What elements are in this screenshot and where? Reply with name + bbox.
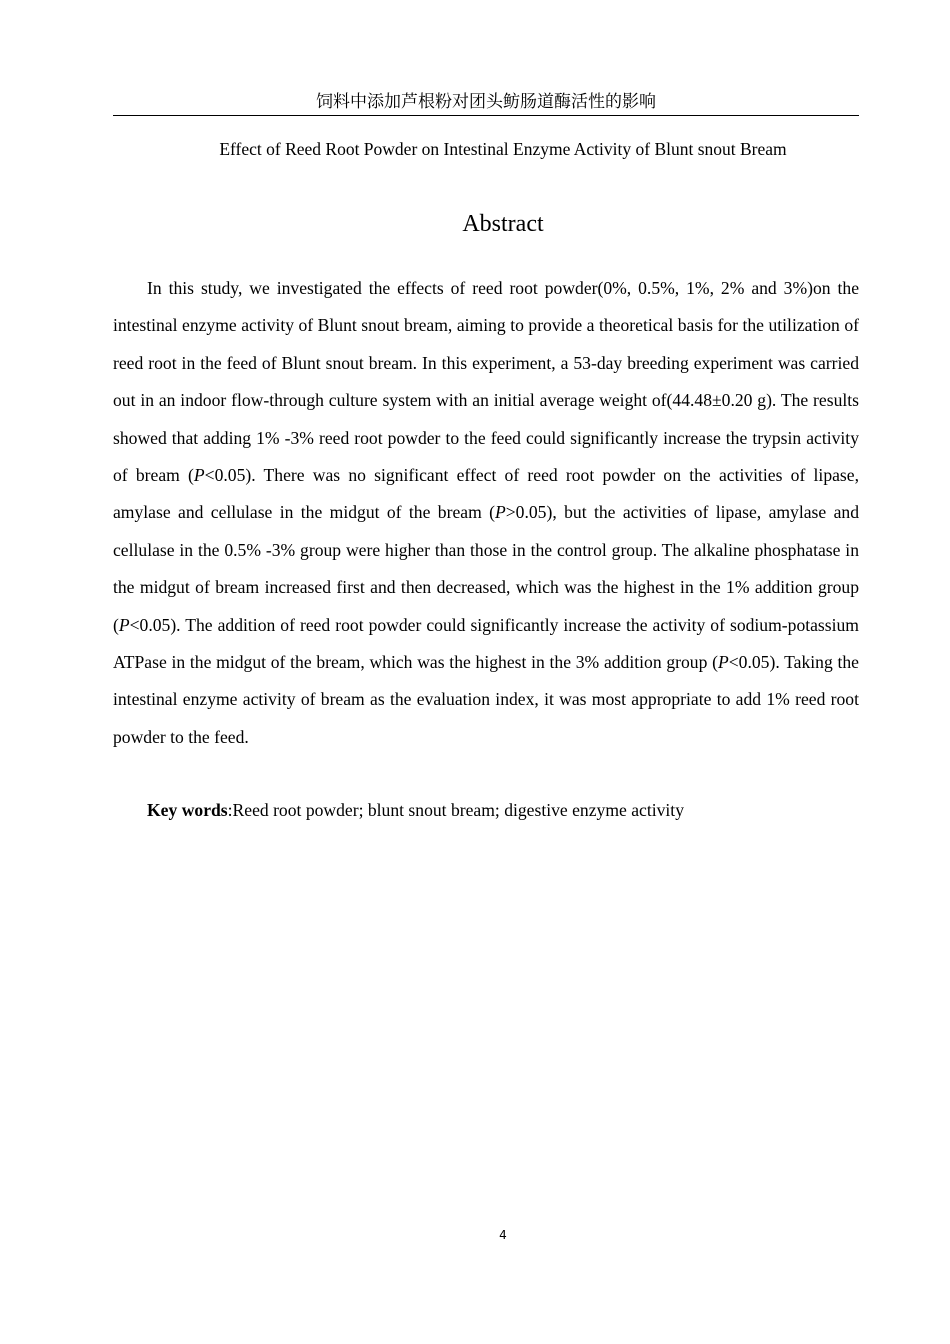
page-number: 4 <box>499 1228 507 1242</box>
p-value-symbol: P <box>193 465 205 486</box>
abstract-text: <0.05). The addition of reed root powder could significantly increase the activity of sodium-potassium ATPase in the midgut of the bream, which was the highest in the 3% addition group ( <box>113 614 859 673</box>
p-value-symbol: P <box>718 652 729 673</box>
abstract-text: <0.05). Taking the intestinal enzyme activity of bream as the evaluation index, it was most appropriate to add 1% reed root powder to the feed. <box>113 652 859 747</box>
abstract-heading: Abstract <box>462 211 544 237</box>
abstract-text: <0.05). There was no significant effect of reed root powder on the activities of lipase, amylase and cellulase in the midgut of the bream ( <box>113 465 859 523</box>
p-value-symbol: P <box>118 614 130 635</box>
keywords-line <box>113 792 859 829</box>
keywords-label: Key words <box>147 800 228 820</box>
abstract-paragraph <box>113 270 859 756</box>
abstract-text: In this study, we investigated the effects of reed root powder(0%, 0.5%, 1%, 2% and 3%)on the intestinal enzyme activity of Blunt snout bream, aiming to provide a theoretical basis for the utilization of reed root in the feed of Blunt snout bream. In this experiment, a 53-day breeding experiment was carried out in an indoor flow-through culture system with an initial average weight of(44.48±0.20 g). The results showed that adding 1% -3% reed root powder to the feed could significantly increase the trypsin activity of bream ( <box>113 278 859 486</box>
keywords-text: :Reed root powder; blunt snout bream; digestive enzyme activity <box>227 800 684 820</box>
running-header: 饲料中添加芦根粉对团头鲂肠道酶活性的影响 <box>113 91 859 116</box>
abstract-text: >0.05), but the activities of lipase, amylase and cellulase in the 0.5% -3% group were higher than those in the control group. The alkaline phosphatase in the midgut of bream increased first and then decreased, which was the highest in the 1% addition group ( <box>113 502 859 635</box>
paper-title: Effect of Reed Root Powder on Intestinal Enzyme Activity of Blunt snout Bream <box>219 139 787 159</box>
p-value-symbol: P <box>495 502 506 523</box>
